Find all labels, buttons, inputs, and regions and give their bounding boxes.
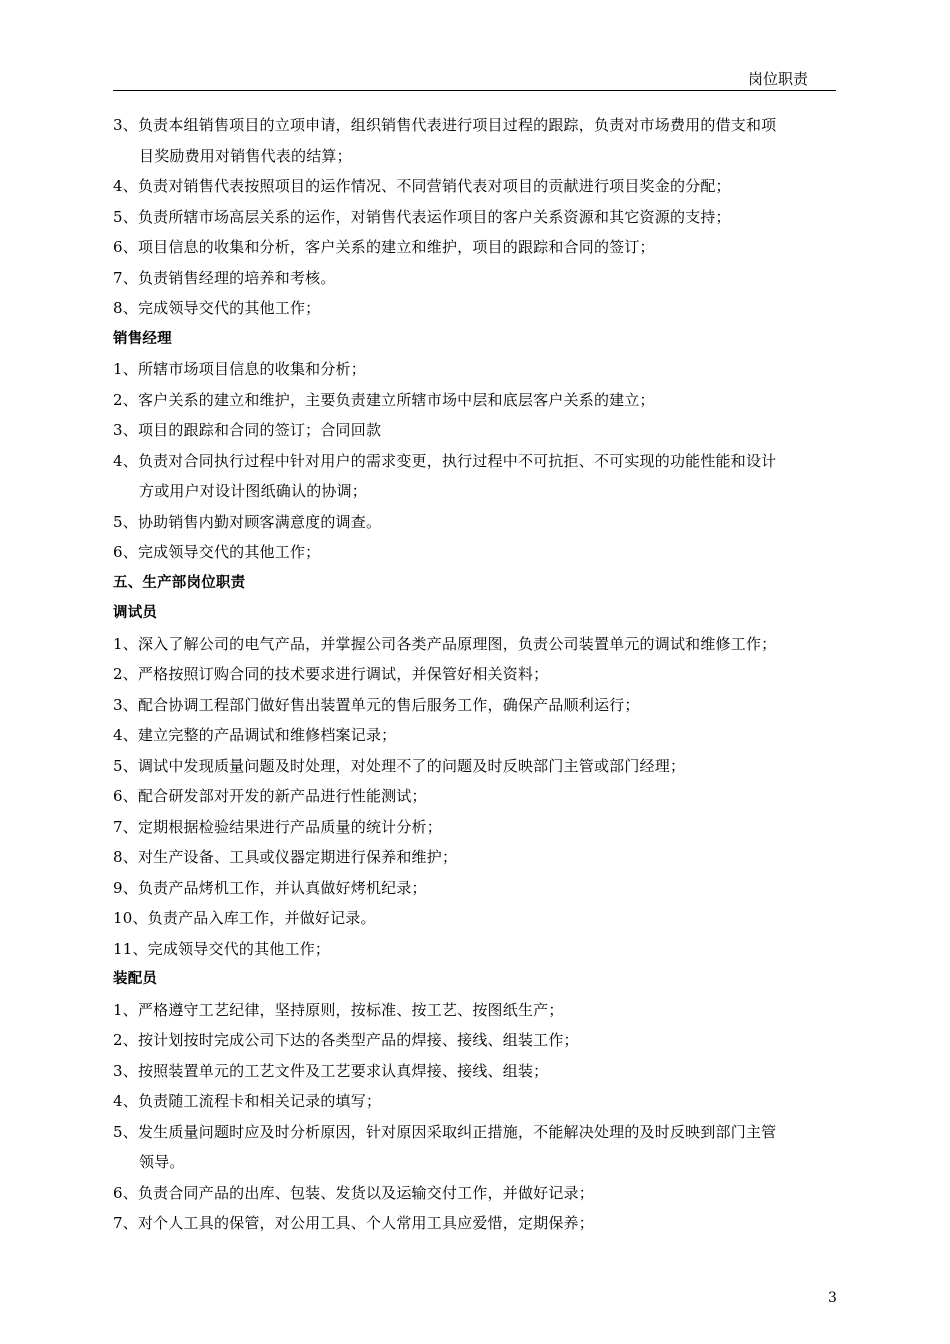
- list-item: 7、对个人工具的保管，对公用工具、个人常用工具应爱惜，定期保养；: [113, 1214, 594, 1232]
- section-heading: 装配员: [113, 971, 158, 987]
- list-item-continuation: 目奖励费用对销售代表的结算；: [139, 146, 352, 165]
- list-item: 1、所辖市场项目信息的收集和分析；: [113, 360, 366, 378]
- list-item: 8、完成领导交代的其他工作；: [113, 299, 321, 317]
- list-item: 8、对生产设备、工具或仪器定期进行保养和维护；: [113, 848, 458, 866]
- list-item: 5、发生质量问题时应及时分析原因，针对原因采取纠正措施，不能解决处理的及时反映到部门主管: [113, 1122, 777, 1141]
- list-item: 6、项目信息的收集和分析，客户关系的建立和维护，项目的跟踪和合同的签订；: [113, 238, 655, 256]
- header-divider: [113, 90, 836, 91]
- page-number: 3: [828, 1290, 837, 1306]
- list-item: 2、客户关系的建立和维护，主要负责建立所辖市场中层和底层客户关系的建立；: [113, 390, 655, 409]
- list-item: 3、负责本组销售项目的立项申请，组织销售代表进行项目过程的跟踪，负责对市场费用的借支和项: [113, 116, 777, 134]
- list-item-continuation: 领导。: [139, 1153, 185, 1171]
- list-item: 4、负责随工流程卡和相关记录的填写；: [113, 1092, 382, 1110]
- list-item: 7、负责销售经理的培养和考核。: [113, 268, 336, 287]
- list-item: 3、项目的跟踪和合同的签订；合同回款: [113, 421, 382, 439]
- list-item: 4、建立完整的产品调试和维修档案记录；: [113, 726, 397, 744]
- list-item: 3、按照装置单元的工艺文件及工艺要求认真焊接、接线、组装；: [113, 1061, 549, 1080]
- list-item: 11、完成领导交代的其他工作；: [113, 939, 331, 958]
- list-item: 1、严格遵守工艺纪律，坚持原则，按标准、按工艺、按图纸生产；: [113, 1000, 564, 1019]
- list-item: 4、负责对合同执行过程中针对用户的需求变更，执行过程中不可抗拒、不可实现的功能性能和设计: [113, 451, 777, 470]
- list-item: 10、负责产品入库工作，并做好记录。: [113, 909, 376, 927]
- list-item: 4、负责对销售代表按照项目的运作情况、不同营销代表对项目的贡献进行项目奖金的分配；: [113, 177, 731, 195]
- list-item-continuation: 方或用户对设计图纸确认的协调；: [139, 482, 368, 500]
- list-item: 6、完成领导交代的其他工作；: [113, 543, 321, 561]
- section-heading: 销售经理: [113, 330, 172, 347]
- list-item: 5、调试中发现质量问题及时处理，对处理不了的问题及时反映部门主管或部门经理；: [113, 756, 686, 775]
- list-item: 6、负责合同产品的出库、包装、发货以及运输交付工作，并做好记录；: [113, 1183, 594, 1202]
- list-item: 3、配合协调工程部门做好售出装置单元的售后服务工作，确保产品顺利运行；: [113, 695, 640, 714]
- section-heading: 调试员: [113, 605, 158, 621]
- list-item: 5、负责所辖市场高层关系的运作，对销售代表运作项目的客户关系资源和其它资源的支持；: [113, 207, 731, 226]
- list-item: 9、负责产品烤机工作，并认真做好烤机纪录；: [113, 878, 427, 897]
- list-item: 2、按计划按时完成公司下达的各类型产品的焊接、接线、组装工作；: [113, 1031, 579, 1049]
- list-item: 5、协助销售内勤对顾客满意度的调查。: [113, 512, 382, 531]
- list-item: 7、定期根据检验结果进行产品质量的统计分析；: [113, 817, 442, 836]
- header-title: 岗位职责: [747, 70, 808, 88]
- document-body: [113, 110, 843, 1239]
- section-heading: 五、生产部岗位职责: [113, 574, 246, 591]
- list-item: 6、配合研发部对开发的新产品进行性能测试；: [113, 787, 427, 805]
- list-item: 1、深入了解公司的电气产品，并掌握公司各类产品原理图，负责公司装置单元的调试和维修工作；: [113, 634, 777, 653]
- list-item: 2、严格按照订购合同的技术要求进行调试，并保管好相关资料；: [113, 665, 549, 683]
